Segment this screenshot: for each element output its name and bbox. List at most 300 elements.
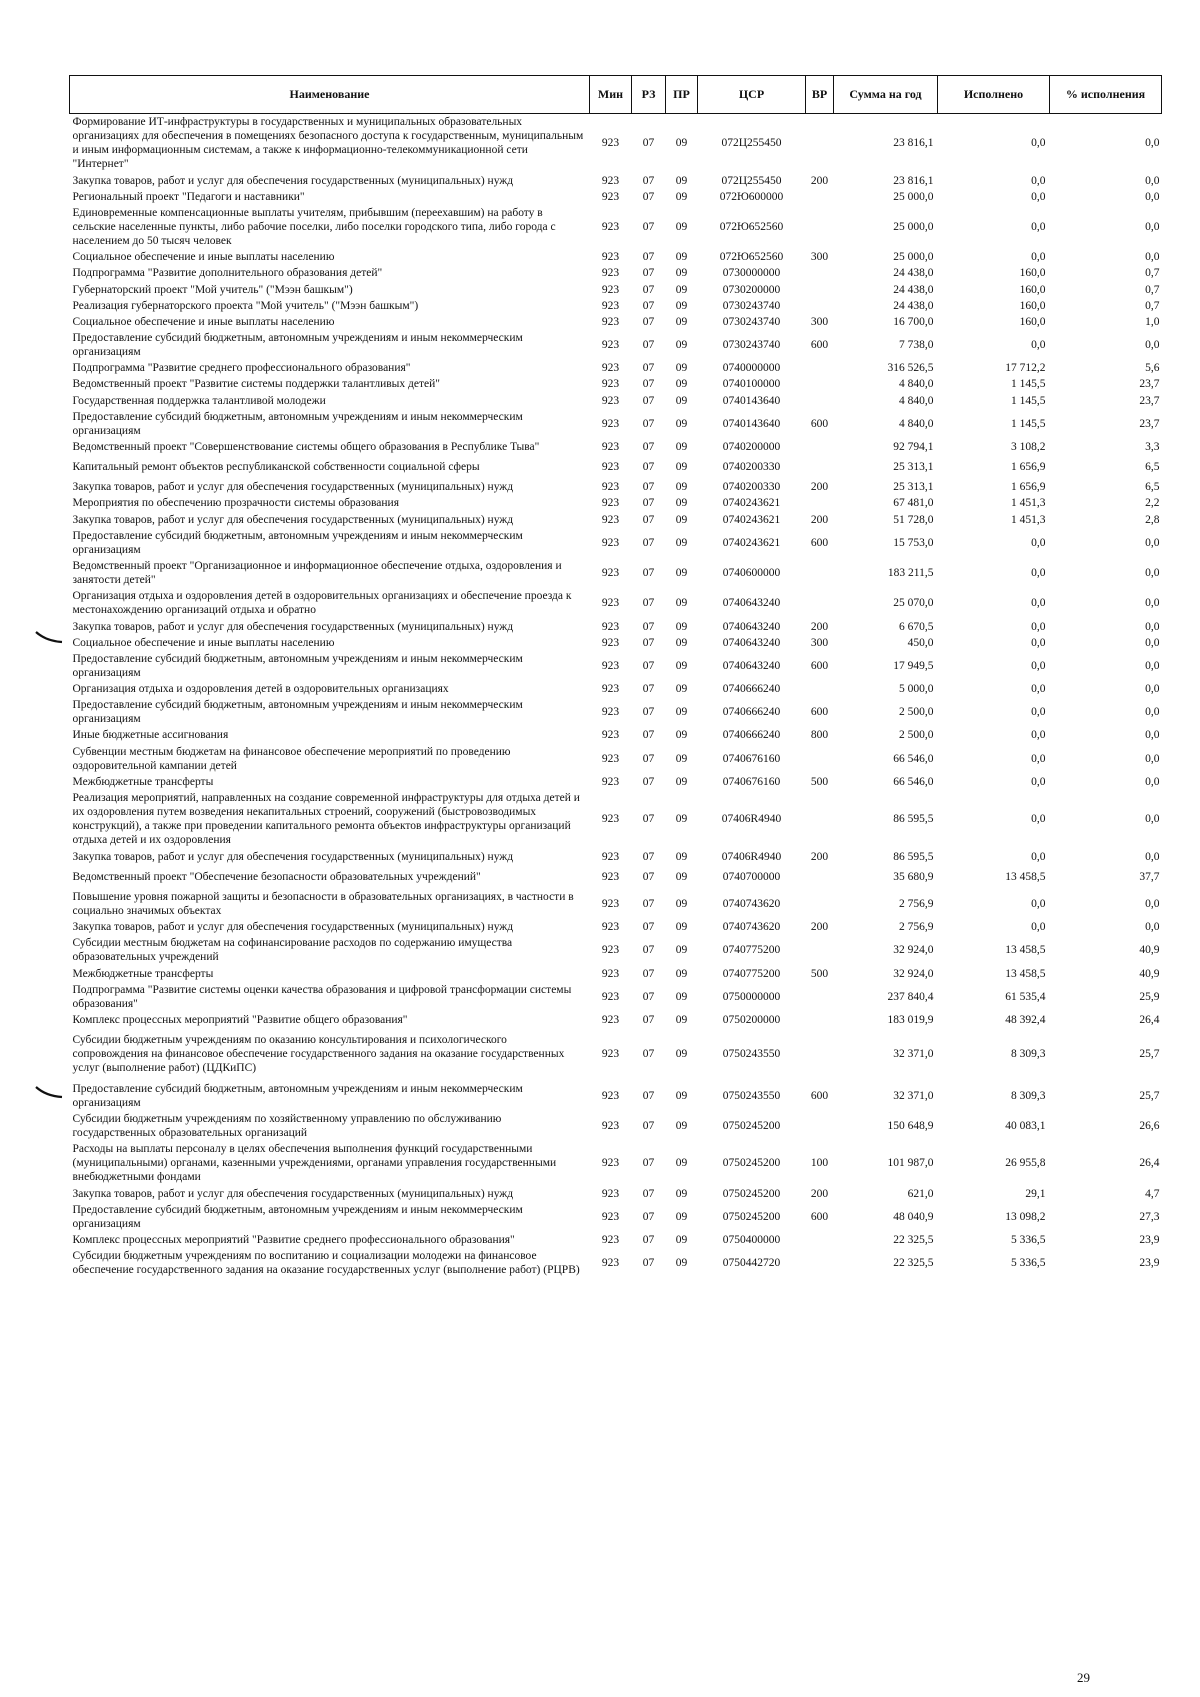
cell-name: Предоставление субсидий бюджетным, автономным учреждениям и иным некоммерческим организациям <box>72 331 523 359</box>
table-row <box>70 376 1162 392</box>
cell-target-article: 0750400000 <box>722 1233 781 1246</box>
cell-executed: 1 145,5 <box>1011 378 1046 391</box>
cell-name: Субвенции местным бюджетам на финансовое обеспечение мероприятий по проведению оздоровительной кампании детей <box>72 745 511 772</box>
cell-annual-sum: 316 526,5 <box>887 362 934 375</box>
cell-percent-executed: 5,6 <box>1145 362 1160 375</box>
cell-subsection: 09 <box>675 620 688 633</box>
table-row <box>70 588 1162 618</box>
cell-expense-type <box>806 1248 834 1278</box>
cell-executed: 26 955,8 <box>1005 1157 1046 1170</box>
cell-ministry: 923 <box>601 944 620 957</box>
cell-subsection: 09 <box>675 659 688 672</box>
cell-expense-type: 100 <box>810 1157 829 1170</box>
cell-name: Закупка товаров, работ и услуг для обеспечения государственных (муниципальных) нужд <box>72 513 514 526</box>
cell-annual-sum: 25 000,0 <box>893 220 934 233</box>
cell-section: 07 <box>642 417 655 430</box>
cell-section: 07 <box>642 1187 655 1200</box>
cell-name: Организация отдыха и оздоровления детей в оздоровительных организациях и обеспечение проезда к местонахождению организаций отдыха и обратно <box>72 590 572 617</box>
cell-target-article: 0740000000 <box>722 362 781 375</box>
cell-percent-executed: 0,0 <box>1145 251 1160 264</box>
table-row <box>70 849 1162 865</box>
cell-expense-type: 300 <box>810 251 829 264</box>
cell-name: Подпрограмма "Развитие среднего профессионального образования" <box>72 362 411 375</box>
cell-percent-executed: 0,0 <box>1145 174 1160 187</box>
cell-annual-sum: 86 595,5 <box>893 850 934 863</box>
cell-executed: 1 656,9 <box>1011 481 1046 494</box>
cell-ministry: 923 <box>601 813 620 826</box>
cell-executed: 0,0 <box>1031 729 1046 742</box>
cell-executed: 0,0 <box>1031 567 1046 579</box>
cell-ministry: 923 <box>601 174 620 187</box>
cell-section: 07 <box>642 1089 655 1102</box>
cell-executed: 1 145,5 <box>1011 417 1046 430</box>
table-row <box>70 681 1162 697</box>
cell-percent-executed: 0,0 <box>1145 813 1160 826</box>
cell-expense-type <box>806 205 834 249</box>
cell-annual-sum: 25 313,1 <box>893 481 934 494</box>
cell-section: 07 <box>642 567 655 579</box>
cell-expense-type: 200 <box>810 850 829 863</box>
cell-ministry: 923 <box>601 706 620 719</box>
cell-name: Субсидии бюджетным учреждениям по оказанию консультирования и психологического сопровождения на финансовое обеспечение государственного задания на оказание государственных услуг (выполнение работ) (ЦДКиПС) <box>72 1034 565 1075</box>
cell-ministry: 923 <box>601 1187 620 1200</box>
cell-percent-executed: 23,7 <box>1139 394 1160 407</box>
cell-ministry: 923 <box>601 775 620 788</box>
pen-tick-mark <box>34 1084 64 1100</box>
cell-ministry: 923 <box>601 299 620 312</box>
cell-section: 07 <box>642 283 655 296</box>
table-row <box>70 189 1162 205</box>
cell-expense-type <box>806 495 834 511</box>
cell-section: 07 <box>642 1233 655 1246</box>
cell-name: Предоставление субсидий бюджетным, автономным учреждениям и иным некоммерческим организациям <box>72 652 523 679</box>
cell-percent-executed: 0,0 <box>1145 137 1160 150</box>
cell-ministry: 923 <box>601 683 620 696</box>
cell-ministry: 923 <box>601 394 620 407</box>
cell-subsection: 09 <box>675 440 688 453</box>
cell-subsection: 09 <box>675 394 688 407</box>
cell-expense-type: 200 <box>810 513 829 526</box>
cell-name: Межбюджетные трансферты <box>72 775 214 788</box>
cell-subsection: 09 <box>675 174 688 187</box>
cell-subsection: 09 <box>675 1119 688 1132</box>
cell-percent-executed: 2,2 <box>1145 497 1160 510</box>
cell-annual-sum: 7 738,0 <box>899 339 934 352</box>
cell-ministry: 923 <box>601 636 620 649</box>
cell-section: 07 <box>642 659 655 672</box>
cell-name: Организация отдыха и оздоровления детей в оздоровительных организациях <box>72 683 449 696</box>
cell-percent-executed: 0,0 <box>1145 775 1160 788</box>
cell-ministry: 923 <box>601 283 620 296</box>
cell-annual-sum: 237 840,4 <box>887 990 934 1003</box>
cell-annual-sum: 24 438,0 <box>893 267 934 280</box>
header-ministry: Мин <box>590 76 632 114</box>
cell-ministry: 923 <box>601 659 620 672</box>
cell-percent-executed: 0,0 <box>1145 752 1160 765</box>
cell-ministry: 923 <box>601 315 620 328</box>
table-row <box>70 619 1162 635</box>
cell-section: 07 <box>642 174 655 187</box>
cell-ministry: 923 <box>601 1014 620 1027</box>
cell-ministry: 923 <box>601 1257 620 1270</box>
cell-name: Единовременные компенсационные выплаты учителям, прибывшим (переехавшим) на работу в сельские населенные пункты, либо рабочие поселки, либо поселки городского типа, либо города с населением до 50 тысяч человек <box>72 206 556 248</box>
cell-target-article: 07406R4940 <box>721 850 782 863</box>
cell-ministry: 923 <box>601 481 620 494</box>
cell-target-article: 072Ц255450 <box>721 137 782 150</box>
cell-name: Закупка товаров, работ и услуг для обеспечения государственных (муниципальных) нужд <box>72 850 514 863</box>
cell-percent-executed: 25,7 <box>1139 1048 1160 1061</box>
cell-target-article: 0730243740 <box>722 315 781 328</box>
cell-name: Закупка товаров, работ и услуг для обеспечения государственных (муниципальных) нужд <box>72 174 514 187</box>
cell-executed: 0,0 <box>1031 174 1046 187</box>
cell-target-article: 0740200330 <box>722 461 781 474</box>
header-name: Наименование <box>70 76 590 114</box>
cell-name: Социальное обеспечение и иные выплаты населению <box>72 315 335 328</box>
cell-name: Субсидии местным бюджетам на софинансирование расходов по содержанию имущества образовательных учреждений <box>72 937 513 964</box>
cell-annual-sum: 101 987,0 <box>887 1157 934 1170</box>
cell-section: 07 <box>642 536 655 549</box>
cell-expense-type: 600 <box>810 417 829 430</box>
table-row <box>70 1186 1162 1202</box>
cell-ministry: 923 <box>601 620 620 633</box>
cell-executed: 0,0 <box>1031 897 1046 910</box>
table-row <box>70 282 1162 298</box>
cell-ministry: 923 <box>601 850 620 863</box>
cell-target-article: 072Ю652560 <box>719 220 784 233</box>
cell-executed: 13 458,5 <box>1005 967 1046 980</box>
table-row <box>70 1012 1162 1028</box>
cell-name: Государственная поддержка талантливой молодежи <box>72 394 326 407</box>
cell-executed: 5 336,5 <box>1011 1257 1046 1270</box>
table-row <box>70 1111 1162 1141</box>
cell-target-article: 0740743620 <box>722 897 781 910</box>
cell-subsection: 09 <box>675 1257 688 1270</box>
cell-expense-type <box>806 360 834 376</box>
budget-table <box>69 75 1162 1278</box>
cell-ministry: 923 <box>601 897 620 910</box>
table-row <box>70 528 1162 558</box>
cell-subsection: 09 <box>675 283 688 296</box>
cell-ministry: 923 <box>601 362 620 375</box>
cell-executed: 13 098,2 <box>1005 1210 1046 1223</box>
cell-executed: 160,0 <box>1019 299 1046 312</box>
table-row <box>70 479 1162 495</box>
cell-subsection: 09 <box>675 897 688 910</box>
cell-section: 07 <box>642 137 655 150</box>
table-row <box>70 512 1162 528</box>
cell-section: 07 <box>642 620 655 633</box>
table-row <box>70 697 1162 727</box>
cell-name: Ведомственный проект "Организационное и информационное обеспечение отдыха, оздоровления и занятости детей" <box>72 559 562 587</box>
table-row <box>70 314 1162 330</box>
cell-section: 07 <box>642 339 655 352</box>
cell-annual-sum: 66 546,0 <box>893 775 934 788</box>
cell-ministry: 923 <box>601 921 620 934</box>
cell-expense-type: 300 <box>810 636 829 649</box>
header-annual-sum: Сумма на год <box>834 76 938 114</box>
cell-executed: 1 451,3 <box>1011 513 1046 526</box>
cell-target-article: 0740243621 <box>722 536 781 549</box>
cell-name: Реализация губернаторского проекта "Мой учитель" ("Мээн башкым") <box>72 299 419 312</box>
cell-ministry: 923 <box>601 339 620 352</box>
cell-target-article: 0740743620 <box>722 921 781 934</box>
cell-expense-type <box>806 1012 834 1028</box>
cell-executed: 8 309,3 <box>1011 1048 1046 1061</box>
cell-annual-sum: 17 949,5 <box>893 659 934 672</box>
cell-name: Расходы на выплаты персоналу в целях обеспечения выполнения функций государственными (муниципальными) органами, казенными учреждениями, органами управления государственными внебюджетными фондами <box>72 1143 557 1184</box>
cell-section: 07 <box>642 378 655 391</box>
cell-target-article: 0730000000 <box>722 267 781 280</box>
cell-target-article: 0740666240 <box>722 729 781 742</box>
cell-executed: 1 656,9 <box>1011 461 1046 474</box>
cell-expense-type <box>806 865 834 889</box>
cell-ministry: 923 <box>601 378 620 391</box>
cell-executed: 0,0 <box>1031 850 1046 863</box>
cell-annual-sum: 25 313,1 <box>893 461 934 474</box>
header-subsection: ПР <box>666 76 698 114</box>
cell-percent-executed: 0,0 <box>1145 620 1160 633</box>
cell-section: 07 <box>642 481 655 494</box>
cell-executed: 1 451,3 <box>1011 497 1046 510</box>
table-body <box>70 114 1162 1279</box>
table-row <box>70 744 1162 774</box>
cell-expense-type <box>806 298 834 314</box>
cell-expense-type <box>806 889 834 919</box>
table-row <box>70 1248 1162 1278</box>
cell-expense-type <box>806 588 834 618</box>
cell-name: Формирование ИТ-инфраструктуры в государственных и муниципальных образовательных организациях для обеспечения в помещениях безопасного доступа к государственным, муниципальным и иным информационным системам, а также к информационно-телекоммуникационной сети "Интернет" <box>72 116 584 171</box>
cell-percent-executed: 25,7 <box>1139 1089 1160 1102</box>
cell-subsection: 09 <box>675 362 688 375</box>
cell-subsection: 09 <box>675 706 688 719</box>
cell-executed: 13 458,5 <box>1005 944 1046 957</box>
cell-ministry: 923 <box>601 190 620 203</box>
cell-subsection: 09 <box>675 497 688 510</box>
cell-name: Предоставление субсидий бюджетным, автономным учреждениям и иным некоммерческим организациям <box>72 410 523 437</box>
cell-subsection: 09 <box>675 921 688 934</box>
table-header <box>70 76 1162 114</box>
cell-subsection: 09 <box>675 775 688 788</box>
cell-annual-sum: 450,0 <box>907 636 934 649</box>
cell-target-article: 0740143640 <box>722 394 781 407</box>
cell-name: Ведомственный проект "Обеспечение безопасности образовательных учреждений" <box>72 870 481 883</box>
cell-executed: 0,0 <box>1031 752 1046 765</box>
cell-section: 07 <box>642 1014 655 1027</box>
table-row <box>70 982 1162 1012</box>
table-row <box>70 495 1162 511</box>
cell-target-article: 0750245200 <box>722 1187 781 1200</box>
cell-name: Закупка товаров, работ и услуг для обеспечения государственных (муниципальных) нужд <box>72 1187 514 1200</box>
cell-subsection: 09 <box>675 1089 688 1102</box>
cell-name: Закупка товаров, работ и услуг для обеспечения государственных (муниципальных) нужд <box>72 481 514 494</box>
cell-percent-executed: 3,3 <box>1145 440 1160 453</box>
cell-expense-type: 600 <box>810 1089 829 1102</box>
cell-expense-type: 200 <box>810 1187 829 1200</box>
cell-target-article: 0750243550 <box>722 1089 781 1102</box>
cell-subsection: 09 <box>675 481 688 494</box>
cell-section: 07 <box>642 850 655 863</box>
cell-executed: 0,0 <box>1031 706 1046 719</box>
cell-name: Ведомственный проект "Совершенствование системы общего образования в Республике Тыва" <box>72 440 540 453</box>
cell-executed: 0,0 <box>1031 636 1046 649</box>
cell-target-article: 0740643240 <box>722 620 781 633</box>
cell-subsection: 09 <box>675 752 688 765</box>
cell-target-article: 0750243550 <box>722 1048 781 1061</box>
cell-expense-type <box>806 439 834 455</box>
cell-annual-sum: 4 840,0 <box>899 417 934 430</box>
cell-name: Мероприятия по обеспечению прозрачности системы образования <box>72 497 399 510</box>
cell-ministry: 923 <box>601 729 620 742</box>
table-row <box>70 1028 1162 1080</box>
cell-section: 07 <box>642 1210 655 1223</box>
cell-annual-sum: 16 700,0 <box>893 315 934 328</box>
cell-subsection: 09 <box>675 813 688 826</box>
cell-annual-sum: 2 500,0 <box>899 706 934 719</box>
cell-percent-executed: 0,0 <box>1145 220 1160 233</box>
cell-percent-executed: 2,8 <box>1145 513 1160 526</box>
cell-target-article: 0740676160 <box>722 775 781 788</box>
cell-subsection: 09 <box>675 513 688 526</box>
cell-annual-sum: 24 438,0 <box>893 283 934 296</box>
cell-section: 07 <box>642 870 655 883</box>
cell-executed: 0,0 <box>1031 683 1046 696</box>
cell-percent-executed: 0,0 <box>1145 850 1160 863</box>
cell-expense-type <box>806 935 834 965</box>
cell-subsection: 09 <box>675 299 688 312</box>
table-row <box>70 330 1162 360</box>
cell-subsection: 09 <box>675 1233 688 1246</box>
cell-executed: 0,0 <box>1031 536 1046 549</box>
cell-subsection: 09 <box>675 729 688 742</box>
cell-name: Предоставление субсидий бюджетным, автономным учреждениям и иным некоммерческим организациям <box>72 1082 523 1109</box>
cell-section: 07 <box>642 990 655 1003</box>
cell-executed: 0,0 <box>1031 775 1046 788</box>
cell-target-article: 0740643240 <box>722 659 781 672</box>
cell-section: 07 <box>642 944 655 957</box>
cell-percent-executed: 6,5 <box>1145 461 1160 474</box>
cell-name: Иные бюджетные ассигнования <box>72 729 229 742</box>
cell-section: 07 <box>642 190 655 203</box>
cell-expense-type: 600 <box>810 659 829 672</box>
cell-percent-executed: 0,7 <box>1145 267 1160 280</box>
cell-executed: 0,0 <box>1031 339 1046 352</box>
cell-name: Реализация мероприятий, направленных на создание современной инфраструктуры для отдыха детей и их оздоровления путем возведения некапитальных строений, сооружений (быстровозводимых конструкций), а также при проведении капитального ремонта объектов инфраструктуры организаций отдыха детей и их оздоровления <box>72 792 580 847</box>
cell-subsection: 09 <box>675 190 688 203</box>
cell-section: 07 <box>642 729 655 742</box>
pen-tick-mark <box>34 629 64 645</box>
cell-name: Региональный проект "Педагоги и наставники" <box>72 190 305 203</box>
cell-annual-sum: 23 816,1 <box>893 174 934 187</box>
cell-annual-sum: 86 595,5 <box>893 813 934 826</box>
table-row <box>70 1141 1162 1185</box>
table-row <box>70 205 1162 249</box>
cell-subsection: 09 <box>675 1157 688 1170</box>
cell-name: Комплекс процессных мероприятий "Развитие общего образования" <box>72 1014 408 1027</box>
cell-annual-sum: 35 680,9 <box>893 870 934 883</box>
cell-percent-executed: 25,9 <box>1139 990 1160 1003</box>
cell-expense-type: 600 <box>810 536 829 549</box>
cell-target-article: 0740666240 <box>722 683 781 696</box>
cell-name: Социальное обеспечение и иные выплаты населению <box>72 636 335 649</box>
header-percent-executed: % исполнения <box>1050 76 1162 114</box>
cell-percent-executed: 4,7 <box>1145 1187 1160 1200</box>
cell-expense-type: 200 <box>810 620 829 633</box>
cell-executed: 3 108,2 <box>1011 440 1046 453</box>
cell-section: 07 <box>642 921 655 934</box>
cell-executed: 8 309,3 <box>1011 1089 1046 1102</box>
cell-target-article: 0740200330 <box>722 481 781 494</box>
cell-annual-sum: 92 794,1 <box>893 440 934 453</box>
cell-section: 07 <box>642 967 655 980</box>
table-row <box>70 935 1162 965</box>
cell-ministry: 923 <box>601 870 620 883</box>
cell-annual-sum: 32 924,0 <box>893 944 934 957</box>
cell-ministry: 923 <box>601 1089 620 1102</box>
table-row <box>70 439 1162 455</box>
cell-expense-type <box>806 982 834 1012</box>
cell-expense-type <box>806 282 834 298</box>
cell-target-article: 0750442720 <box>722 1257 781 1270</box>
cell-executed: 0,0 <box>1031 921 1046 934</box>
cell-executed: 48 392,4 <box>1005 1014 1046 1027</box>
table-row <box>70 173 1162 189</box>
cell-ministry: 923 <box>601 1119 620 1132</box>
cell-expense-type <box>806 1111 834 1141</box>
cell-name: Субсидии бюджетным учреждениям по хозяйственному управлению по обслуживанию государственных образовательных организаций <box>72 1112 502 1139</box>
cell-target-article: 072Ю600000 <box>719 190 784 203</box>
cell-percent-executed: 23,7 <box>1139 378 1160 391</box>
cell-name: Капитальный ремонт объектов республиканской собственности социальной сферы <box>72 461 480 474</box>
cell-expense-type <box>806 681 834 697</box>
cell-expense-type <box>806 790 834 849</box>
cell-target-article: 0750245200 <box>722 1157 781 1170</box>
cell-expense-type: 600 <box>810 706 829 719</box>
cell-name: Предоставление субсидий бюджетным, автономным учреждениям и иным некоммерческим организациям <box>72 1203 523 1230</box>
cell-name: Губернаторский проект "Мой учитель" ("Мээн башкым") <box>72 283 353 296</box>
cell-executed: 160,0 <box>1019 315 1046 328</box>
header-expense-type: ВР <box>806 76 834 114</box>
cell-subsection: 09 <box>675 990 688 1003</box>
table-row <box>70 774 1162 790</box>
cell-percent-executed: 26,4 <box>1139 1014 1160 1027</box>
cell-annual-sum: 32 924,0 <box>893 967 934 980</box>
cell-percent-executed: 0,0 <box>1145 536 1160 549</box>
cell-annual-sum: 22 325,5 <box>893 1257 934 1270</box>
cell-ministry: 923 <box>601 251 620 264</box>
table-row <box>70 265 1162 281</box>
cell-executed: 5 336,5 <box>1011 1233 1046 1246</box>
cell-subsection: 09 <box>675 944 688 957</box>
cell-target-article: 0740643240 <box>722 636 781 649</box>
cell-target-article: 0740643240 <box>722 597 781 610</box>
cell-subsection: 09 <box>675 137 688 150</box>
cell-target-article: 0740200000 <box>722 440 781 453</box>
cell-expense-type <box>806 114 834 173</box>
cell-executed: 40 083,1 <box>1005 1119 1046 1132</box>
cell-subsection: 09 <box>675 220 688 233</box>
cell-executed: 0,0 <box>1031 190 1046 203</box>
table-row <box>70 635 1162 651</box>
cell-expense-type <box>806 1232 834 1248</box>
cell-subsection: 09 <box>675 636 688 649</box>
cell-target-article: 0750200000 <box>722 1014 781 1027</box>
cell-ministry: 923 <box>601 967 620 980</box>
cell-target-article: 0750245200 <box>722 1119 781 1132</box>
cell-subsection: 09 <box>675 339 688 352</box>
cell-expense-type: 500 <box>810 775 829 788</box>
cell-section: 07 <box>642 775 655 788</box>
cell-name: Комплекс процессных мероприятий "Развитие среднего профессионального образования" <box>72 1233 515 1246</box>
